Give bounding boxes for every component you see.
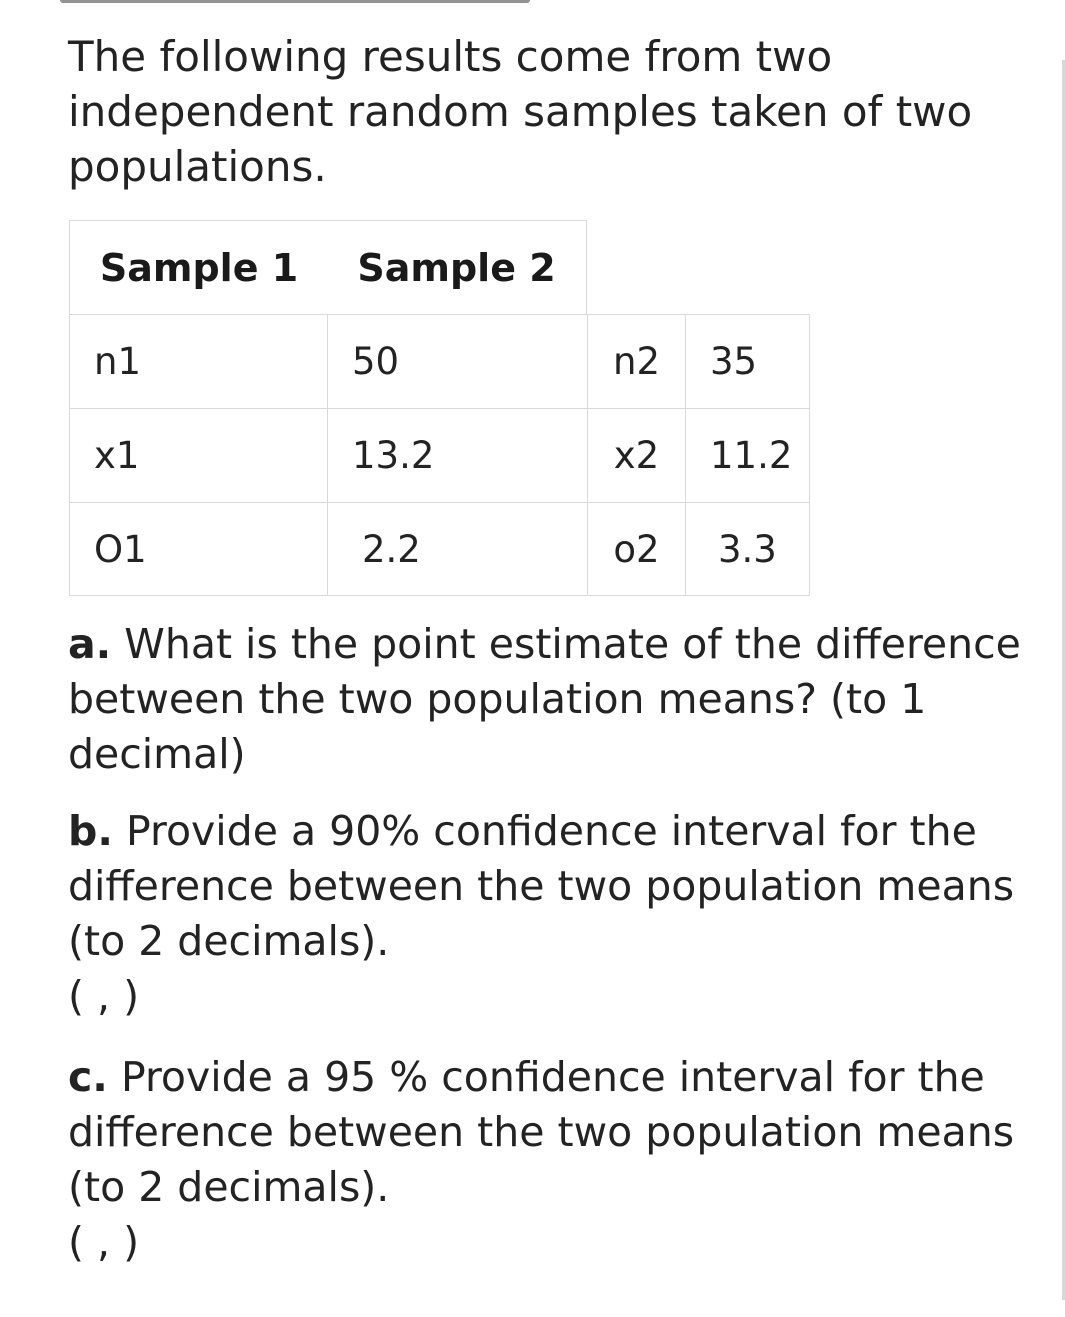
table-cell-label1-row2: x1 (69, 408, 328, 503)
sample-table (69, 220, 810, 596)
question-a-letter: a. (68, 620, 112, 668)
table-cell-value1-row3: 2.2 (327, 502, 588, 596)
question-b-text: Provide a 90% confidence interval for the difference between the two population means (to 2 decimals). (68, 807, 1015, 965)
table-cell-label1-row3: O1 (69, 502, 328, 596)
table-cell-value2-row3: 3.3 (685, 502, 810, 596)
table-cell-label2-row3: o2 (587, 502, 686, 596)
question-c-answer-field[interactable]: ( , ) (68, 1218, 140, 1266)
question-c-text: Provide a 95 % confidence interval for the difference between the two population means (to 2 decimals). (68, 1053, 1015, 1211)
table-cell-label1-row1: n1 (69, 314, 328, 409)
intro-text: The following results come from two independent random samples taken of two populations. (68, 32, 973, 191)
question-c-letter: c. (68, 1053, 108, 1101)
question-a (68, 617, 1028, 782)
table-cell-label2-row1: n2 (587, 314, 686, 409)
table-cell-value1-row1: 50 (327, 314, 588, 409)
table-cell-value2-row2: 11.2 (685, 408, 810, 503)
table-cell-value2-row1: 35 (685, 314, 810, 409)
header-sample-1: Sample 1 (69, 220, 328, 315)
table-cell-value1-row2: 13.2 (327, 408, 588, 503)
question-b-answer-field[interactable]: ( , ) (68, 972, 140, 1020)
table-cell-label2-row2: x2 (587, 408, 686, 503)
cropped-edge-mark (60, 0, 530, 3)
question-b (68, 804, 1028, 1024)
header-sample-2: Sample 2 (327, 220, 587, 315)
question-c (68, 1050, 1028, 1270)
question-a-text: What is the point estimate of the difference between the two population means? (to 1 decimal) (68, 620, 1021, 778)
question-b-letter: b. (68, 807, 113, 855)
